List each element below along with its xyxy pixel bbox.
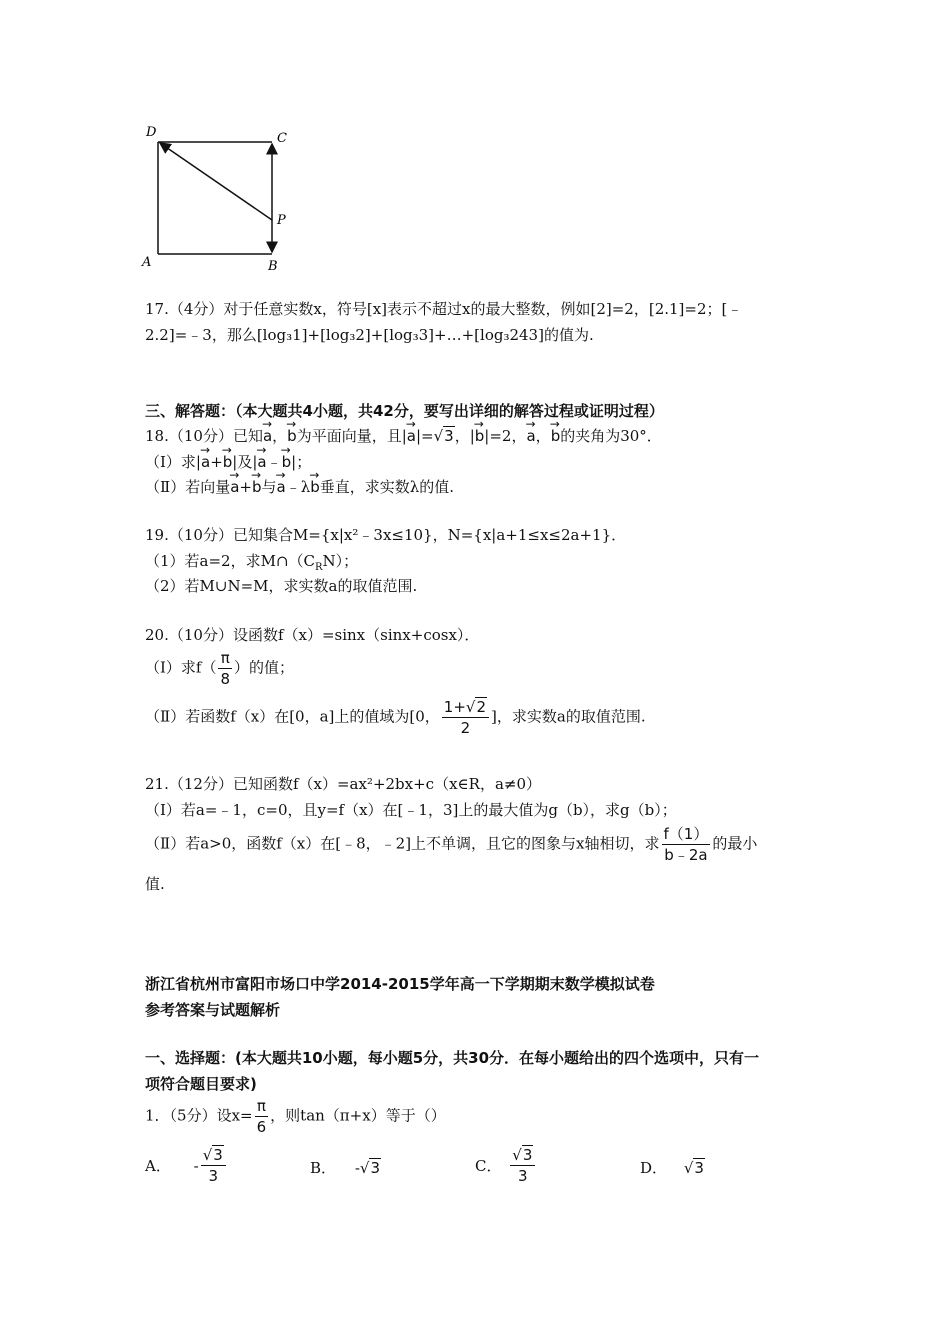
fraction-pi-over-6: $\frac{\pi}{6}$ [256,1097,267,1136]
q20-part2: （Ⅱ）若函数f（x）在[0，a]上的值域为[0， $\frac{1+√2}{2}$ ]，求实数a的取值范围. [145,698,646,737]
answer-title: 浙江省杭州市富阳市场口中学2014-2015学年高一下学期期末数学模拟试卷 [145,975,655,993]
q19-line3: （2）若M∪N=M，求实数a的取值范围. [145,577,418,595]
q19-line1: 19.（10分）已知集合M={x|x²﹣3x≤10}，N={x|a+1≤x≤2a+1}． [145,526,627,544]
vector-pd [160,143,272,220]
q21-line1: 21.（12分）已知函数f（x）=ax²+2bx+c（x∈R，a≠0） [145,775,541,793]
q18-part2: （Ⅱ）若向量→ a+→ b与→ a﹣λ→ b垂直，求实数λ的值. [145,476,454,498]
square-diagram [140,120,320,280]
q20-part1: （Ⅰ）求f（ $\frac{\pi}{8}$ ）的值； [145,649,295,688]
q21-line4: 值. [145,875,165,893]
q18-line1: 18.（10分）已知→ a，→ b为平面向量，且|→ a|=√3，|→ b|=2，→ a，→ b的夹角为30°． [145,425,662,447]
option-a[interactable]: A． - $\frac{√3}{3}$ [145,1145,228,1186]
label-c: C [277,131,287,146]
fraction-1-plus-sqrt2-over-2: $\frac{1+√2}{2}$ [442,697,489,738]
vector-b: → b [287,425,297,447]
label-d: D [146,125,157,140]
option-b[interactable]: B． -√3 [310,1159,380,1177]
fraction-f1-over-b-minus-2a: $\frac{f(1)}{b﹣2a}$ [663,825,709,864]
label-p: P [277,213,286,228]
fraction-pi-over-8: $\frac{\pi}{8}$ [220,649,231,688]
section1-line2: 项符合题目要求) [145,1075,257,1093]
option-c[interactable]: C． $\frac{√3}{3}$ [475,1145,537,1186]
label-b: B [268,259,278,274]
section3-heading: 三、解答题：（本大题共4小题，共42分，要写出详细的解答过程或证明过程） [145,402,664,420]
q20-line1: 20.（10分）设函数f（x）=sinx（sinx+cosx）． [145,626,480,644]
label-a: A [142,255,152,270]
q19-line2: （1）若a=2，求$M\cap(C_RN)$； [145,552,359,573]
q1-question: 1．（5分）设x= $\frac{\pi}{6}$ ，则tan（π+x）等于（） [145,1097,446,1136]
section1-line1: 一、选择题：(本大题共10小题，每小题5分，共30分．在每小题给出的四个选项中，只有一 [145,1049,760,1067]
q21-line3: （Ⅱ）若a>0，函数f（x）在[﹣8，﹣2]上不单调，且它的图象与x轴相切，求 $\frac{f(1)}{b﹣2a}$ 的最小 [145,825,758,864]
sqrt-3: √3 [433,427,454,445]
q17-line2: 2.2]=﹣3，那么[log₃1]+[log₃2]+[log₃3]+…+[log₃243]的值为. [145,326,594,344]
answer-subtitle: 参考答案与试题解析 [145,1001,281,1019]
q17-line1: 17.（4分）对于任意实数x，符号[x]表示不超过x的最大整数，例如[2]=2，[2.1]=2；[﹣ [145,300,743,318]
option-d[interactable]: D． √3 [640,1159,704,1177]
q18-part1: （Ⅰ）求|→ a+→ b|及|→ a﹣→ b|； [145,451,311,473]
vector-a: → a [263,425,272,447]
q21-line2: （Ⅰ）若a=﹣1，c=0，且y=f（x）在[﹣1，3]上的最大值为g（b），求g（b）； [145,801,677,819]
